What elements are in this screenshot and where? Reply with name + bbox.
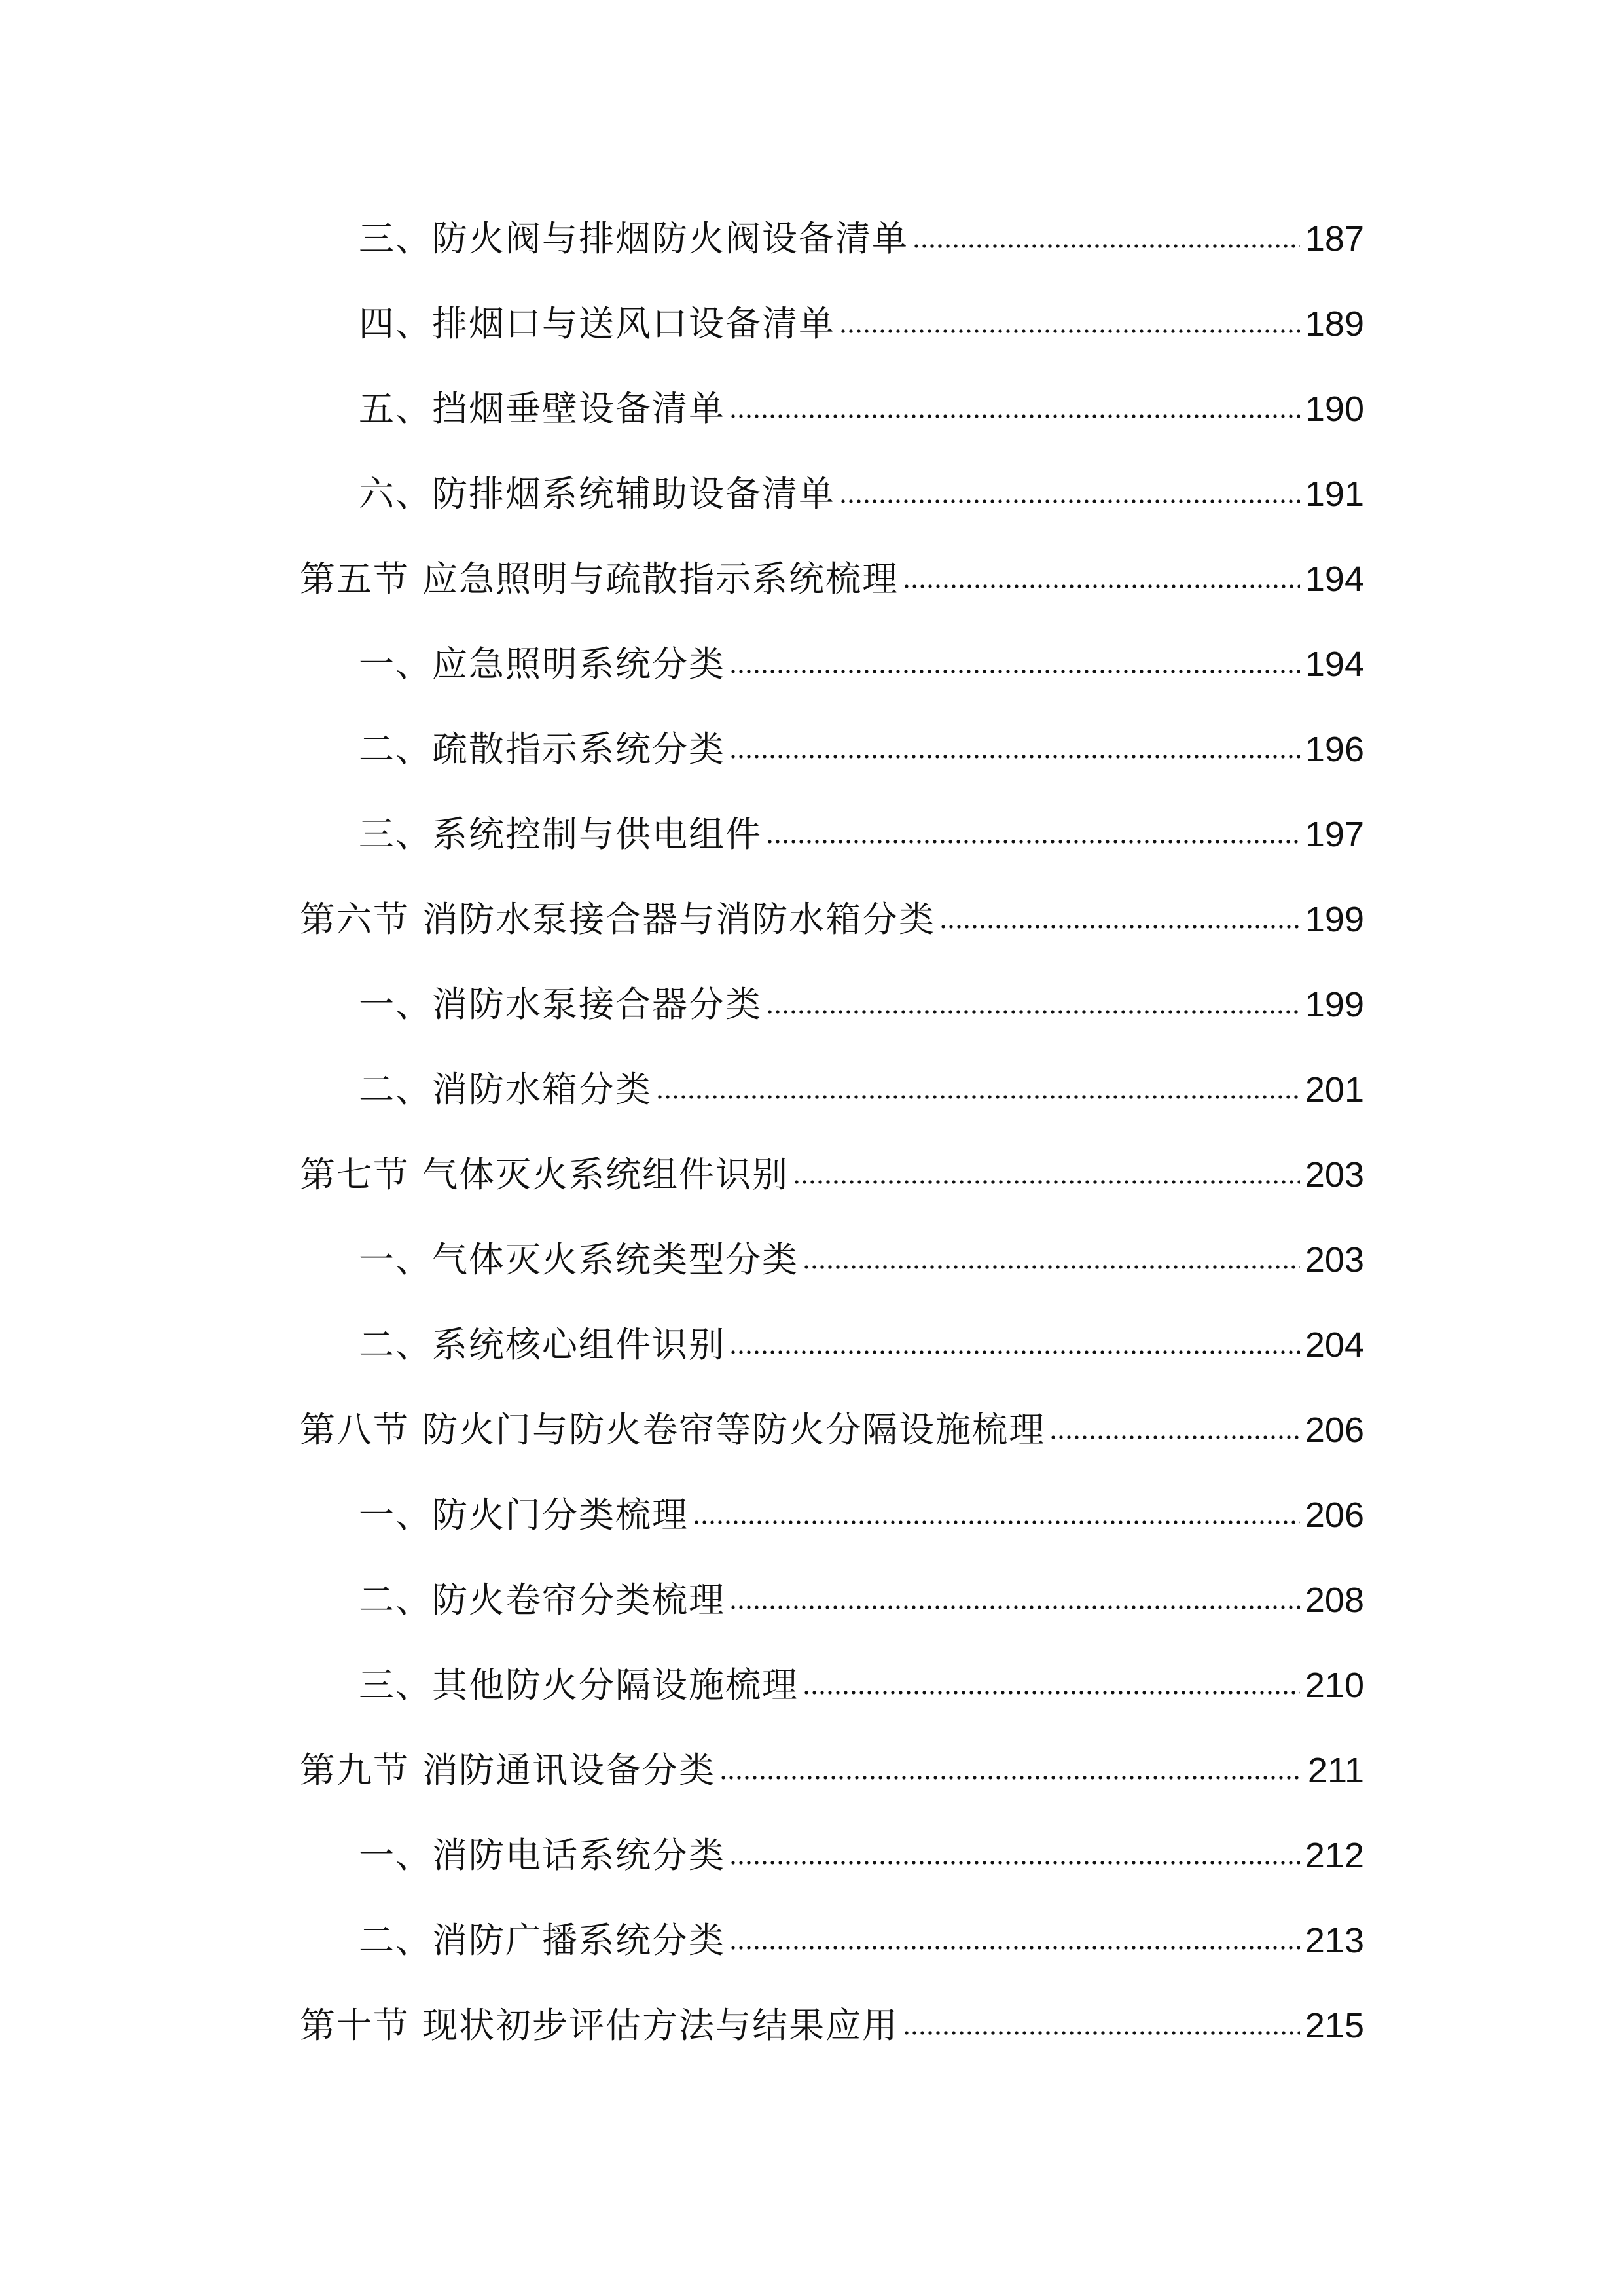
toc-entry[interactable] [359, 468, 1364, 520]
toc-dot-leader [729, 414, 1300, 418]
toc-dot-leader [729, 755, 1300, 759]
toc-section-label: 第八节 防火门与防火卷帘等防火分隔设施梳理 [300, 1409, 1046, 1450]
toc-entry-label: 二、防火卷帘分类梳理 [359, 1579, 725, 1621]
toc-entry[interactable] [359, 298, 1364, 350]
toc-section-label: 第五节 应急照明与疏散指示系统梳理 [300, 558, 899, 600]
toc-section-entry[interactable] [300, 1744, 1364, 1797]
toc-entry-label: 一、消防水泵接合器分类 [359, 984, 762, 1025]
toc-dot-leader [693, 1520, 1300, 1524]
toc-dot-leader [1049, 1435, 1300, 1439]
toc-entry-label: 一、消防电话系统分类 [359, 1835, 725, 1876]
toc-entry[interactable] [359, 1234, 1364, 1286]
toc-entry[interactable] [359, 1489, 1364, 1541]
toc-dot-leader [656, 1095, 1300, 1099]
toc-entry-label: 一、气体灭火系统类型分类 [359, 1239, 799, 1280]
toc-dot-leader [803, 1265, 1300, 1269]
toc-entry[interactable] [359, 1659, 1364, 1712]
toc-dot-leader [729, 1605, 1300, 1609]
toc-dot-leader [729, 1861, 1300, 1865]
toc-page-number: 203 [1305, 1155, 1364, 1194]
toc-entry-label: 二、消防水箱分类 [359, 1069, 652, 1110]
toc-section-label: 第七节 气体灭火系统组件识别 [300, 1154, 789, 1195]
toc-entry[interactable] [359, 1829, 1364, 1882]
toc-entry-label: 一、防火门分类梳理 [359, 1494, 689, 1535]
toc-entry-label: 二、消防广播系统分类 [359, 1920, 725, 1961]
toc-entry[interactable] [359, 1319, 1364, 1371]
toc-entry[interactable] [359, 1574, 1364, 1626]
toc-entry[interactable] [359, 1914, 1364, 1967]
toc-page-number: 197 [1305, 815, 1364, 854]
toc-entry-label: 三、防火阀与排烟防火阀设备清单 [359, 218, 909, 259]
toc-dot-leader [719, 1776, 1300, 1780]
toc-section-entry[interactable] [300, 553, 1364, 605]
toc-entry[interactable] [359, 213, 1364, 265]
toc-dot-leader [766, 1010, 1300, 1014]
toc-section-entry[interactable] [300, 2000, 1364, 2052]
toc-dot-leader [766, 840, 1300, 844]
toc-entry-label: 三、其他防火分隔设施梳理 [359, 1664, 799, 1706]
toc-dot-leader [903, 2031, 1300, 2035]
toc-entry-label: 六、防排烟系统辅助设备清单 [359, 473, 835, 514]
toc-page-number: 208 [1305, 1581, 1364, 1620]
toc-entry[interactable] [359, 808, 1364, 861]
toc-section-label: 第九节 消防通讯设备分类 [300, 1749, 716, 1791]
toc-page-number: 201 [1305, 1070, 1364, 1109]
toc-entry-label: 五、挡烟垂壁设备清单 [359, 388, 725, 429]
toc-entry[interactable] [359, 638, 1364, 691]
toc-dot-leader [939, 925, 1300, 929]
toc-page-number: 215 [1305, 2006, 1364, 2045]
toc-entry[interactable] [359, 978, 1364, 1031]
toc-dot-leader [839, 329, 1300, 333]
toc-section-entry[interactable] [300, 1404, 1364, 1456]
toc-dot-leader [793, 1180, 1300, 1184]
toc-page-number: 190 [1305, 389, 1364, 429]
toc-page-number: 203 [1305, 1240, 1364, 1280]
toc-entry[interactable] [359, 723, 1364, 776]
toc-entry[interactable] [359, 383, 1364, 435]
toc-entry-label: 四、排烟口与送风口设备清单 [359, 303, 835, 344]
toc-page-number: 210 [1305, 1666, 1364, 1705]
toc-dot-leader [729, 670, 1300, 673]
toc-page-number: 187 [1305, 219, 1364, 259]
toc-section-label: 第六节 消防水泵接合器与消防水箱分类 [300, 899, 936, 940]
toc-page-number: 191 [1305, 475, 1364, 514]
toc-dot-leader [912, 244, 1300, 248]
toc-entry-label: 三、系统控制与供电组件 [359, 814, 762, 855]
toc-page-number: 211 [1307, 1751, 1364, 1790]
toc-section-label: 第十节 现状初步评估方法与结果应用 [300, 2005, 899, 2046]
toc-entry-label: 二、疏散指示系统分类 [359, 728, 725, 770]
toc-dot-leader [903, 584, 1300, 588]
toc-page-number: 189 [1305, 304, 1364, 344]
toc-entry-label: 一、应急照明系统分类 [359, 643, 725, 685]
toc-page-number: 213 [1305, 1921, 1364, 1960]
toc-entry[interactable] [359, 1064, 1364, 1116]
toc-page-number: 199 [1305, 985, 1364, 1024]
toc-page-number: 199 [1305, 900, 1364, 939]
toc-page-number: 206 [1305, 1496, 1364, 1535]
toc-page-number: 212 [1305, 1836, 1364, 1875]
toc-page-number: 194 [1305, 560, 1364, 599]
toc-page-number: 206 [1305, 1410, 1364, 1450]
toc-page-number: 196 [1305, 730, 1364, 769]
toc-entry-label: 二、系统核心组件识别 [359, 1324, 725, 1365]
toc-dot-leader [839, 499, 1300, 503]
toc-dot-leader [729, 1946, 1300, 1950]
toc-page-number: 194 [1305, 645, 1364, 684]
toc-dot-leader [729, 1350, 1300, 1354]
toc-page-number: 204 [1305, 1325, 1364, 1365]
toc-section-entry[interactable] [300, 1149, 1364, 1201]
toc-section-entry[interactable] [300, 893, 1364, 946]
toc-dot-leader [803, 1691, 1300, 1695]
